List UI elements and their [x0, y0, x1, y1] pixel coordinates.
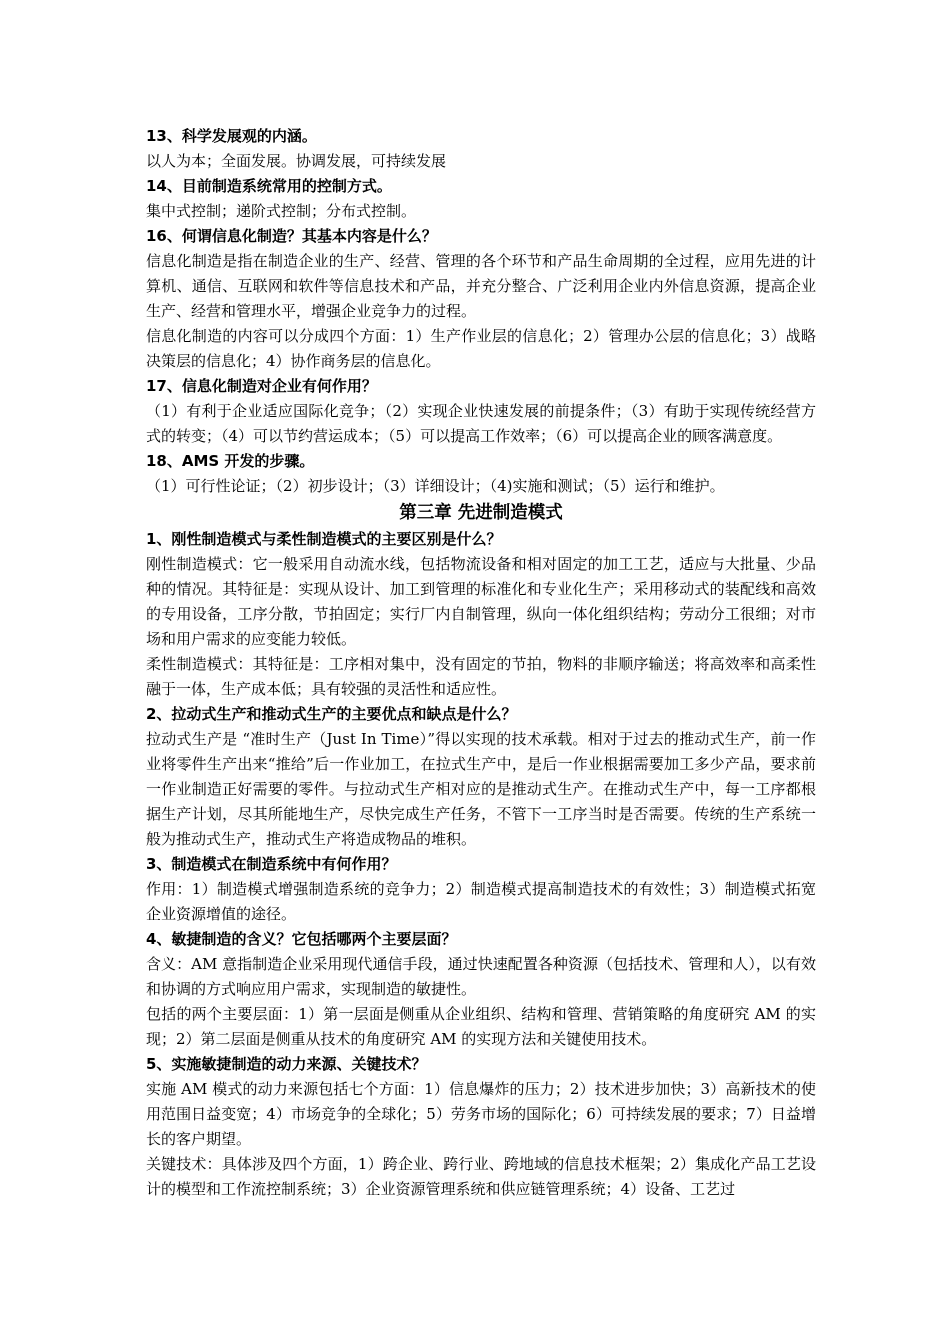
question-heading: 18、AMS 开发的步骤。 [146, 452, 315, 470]
answer-paragraph: 关键技术：具体涉及四个方面，1）跨企业、跨行业、跨地域的信息技术框架；2）集成化产品工艺设计的模型和工作流控制系统；3）企业资源管理系统和供应链管理系统；4）设备、工艺过 [146, 1155, 816, 1198]
question-heading: 2、拉动式生产和推动式生产的主要优点和缺点是什么？ [146, 705, 517, 723]
answer-paragraph: 拉动式生产是 “准时生产（Just In Time）”得以实现的技术承载。相对于过去的推动式生产，前一作业将零件生产出来“推给”后一作业加工，在拉式生产中，是后一作业根据需要加工多少产品，要求前一作业制造正好需要的零件。与拉动式生产相对应的是推动式生产。在推动式生产中，每一工序都根据生产计划，尽其所能地生产，尽快完成生产任务，不管下一工序当时是否需要。传统的生产系统一般为推动式生产，推动式生产将造成物品的堆积。 [146, 730, 816, 848]
answer-paragraph: 信息化制造是指在制造企业的生产、经营、管理的各个环节和产品生命周期的全过程，应用先进的计算机、通信、互联网和软件等信息技术和产品，并充分整合、广泛利用企业内外信息资源，提高企业生产、经营和管理水平，增强企业竞争力的过程。 [146, 252, 816, 320]
question-heading: 1、刚性制造模式与柔性制造模式的主要区别是什么？ [146, 530, 502, 548]
question-heading: 16、何谓信息化制造？其基本内容是什么？ [146, 227, 437, 245]
question-heading: 14、目前制造系统常用的控制方式。 [146, 177, 392, 195]
chapter-title: 第三章 先进制造模式 [399, 503, 563, 523]
question-heading: 17、信息化制造对企业有何作用？ [146, 377, 377, 395]
answer-paragraph: 集中式控制；递阶式控制；分布式控制。 [146, 202, 417, 220]
answer-paragraph: 刚性制造模式：它一般采用自动流水线，包括物流设备和相对固定的加工工艺，适应与大批量、少品种的情况。其特征是：实现从设计、加工到管理的标准化和专业化生产；采用移动式的装配线和高效的专用设备，工序分散，节拍固定；实行厂内自制管理，纵向一体化组织结构；劳动分工很细；对市场和用户需求的应变能力较低。 [146, 555, 816, 648]
answer-paragraph: （1）可行性论证；（2）初步设计；（3）详细设计；（4)实施和测试；（5）运行和维护。 [146, 477, 725, 495]
answer-paragraph: （1）有利于企业适应国际化竞争；（2）实现企业快速发展的前提条件；（3）有助于实现传统经营方式的转变；（4）可以节约营运成本；（5）可以提高工作效率；（6）可以提高企业的顾客满意度。 [146, 402, 816, 445]
answer-paragraph: 信息化制造的内容可以分成四个方面：1）生产作业层的信息化；2）管理办公层的信息化；3）战略决策层的信息化；4）协作商务层的信息化。 [146, 327, 816, 370]
answer-paragraph: 以人为本；全面发展。协调发展，可持续发展 [146, 152, 447, 170]
answer-paragraph: 柔性制造模式：其特征是：工序相对集中，没有固定的节拍，物料的非顺序输送；将高效率和高柔性融于一体，生产成本低；具有较强的灵活性和适应性。 [146, 655, 816, 698]
question-heading: 3、制造模式在制造系统中有何作用？ [146, 855, 397, 873]
question-heading: 4、敏捷制造的含义？它包括哪两个主要层面？ [146, 930, 457, 948]
answer-paragraph: 作用：1）制造模式增强制造系统的竞争力；2）制造模式提高制造技术的有效性；3）制造模式拓宽企业资源增值的途径。 [146, 880, 816, 923]
answer-paragraph: 含义：AM 意指制造企业采用现代通信手段，通过快速配置各种资源（包括技术、管理和人），以有效和协调的方式响应用户需求，实现制造的敏捷性。 [146, 955, 816, 998]
question-heading: 13、科学发展观的内涵。 [146, 127, 317, 145]
question-heading: 5、实施敏捷制造的动力来源、关键技术？ [146, 1055, 427, 1073]
document-page [146, 124, 816, 1202]
answer-paragraph: 实施 AM 模式的动力来源包括七个方面：1）信息爆炸的压力；2）技术进步加快；3）高新技术的使用范围日益变宽；4）市场竞争的全球化；5）劳务市场的国际化；6）可持续发展的要求；7）日益增长的客户期望。 [146, 1080, 816, 1148]
answer-paragraph: 包括的两个主要层面：1）第一层面是侧重从企业组织、结构和管理、营销策略的角度研究 AM 的实现；2）第二层面是侧重从技术的角度研究 AM 的实现方法和关键使用技术。 [146, 1005, 816, 1048]
